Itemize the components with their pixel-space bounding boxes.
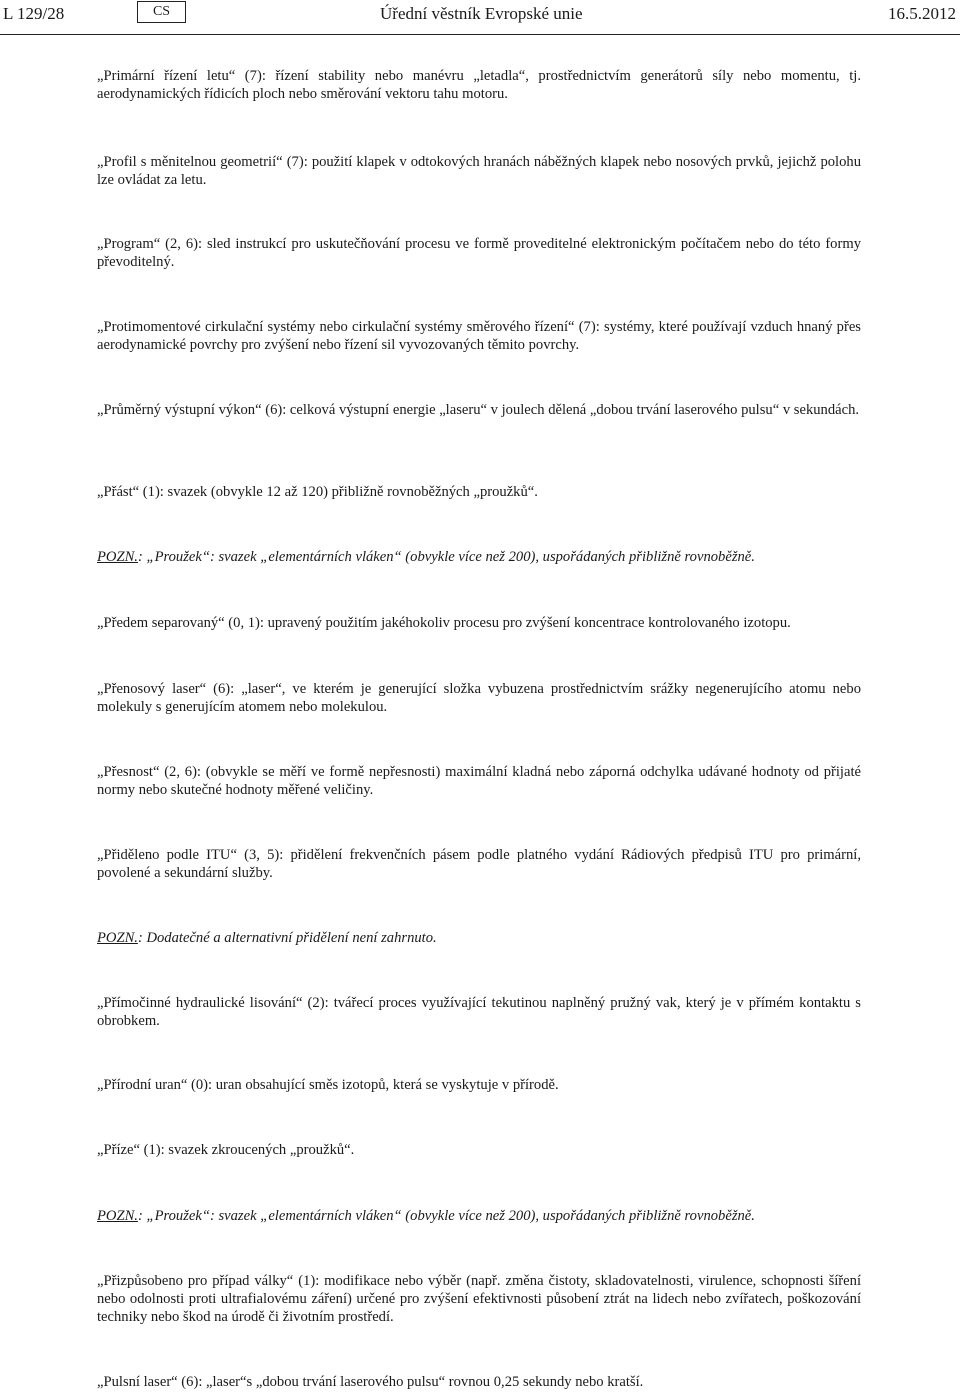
definition-entry: „Přírodní uran“ (0): uran obsahující směs izotopů, která se vyskytuje v přírodě. — [97, 1077, 559, 1093]
note-entry: POZN.: „Proužek“: svazek „elementárních vláken“ (obvykle více než 200), uspořádaných přibližně rovnoběžně. — [97, 1208, 755, 1224]
note-entry: POZN.: „Proužek“: svazek „elementárních vláken“ (obvykle více než 200), uspořádaných přibližně rovnoběžně. — [97, 549, 755, 565]
page-header — [0, 0, 960, 36]
definition-entry: „Přiděleno podle ITU“ (3, 5): přidělení frekvenčních pásem podle platného vydání Rádiových předpisů ITU pro primární, povolené a sekundární služby. — [97, 847, 861, 881]
definition-entry: „Primární řízení letu“ (7): řízení stability nebo manévru „letadla“, prostřednictvím generátorů síly nebo momentu, tj. aerodynamických řídicích ploch nebo směrování vektoru tahu motoru. — [97, 68, 861, 102]
note-label: POZN. — [97, 930, 138, 946]
note-label: POZN. — [97, 549, 138, 565]
language-badge: CS — [137, 1, 186, 23]
definition-entry: „Přást“ (1): svazek (obvykle 12 až 120) přibližně rovnoběžných „proužků“. — [97, 484, 538, 500]
publication-date: 16.5.2012 — [888, 4, 956, 23]
page-reference: L 129/28 — [3, 4, 65, 23]
definition-entry: „Přenosový laser“ (6): „laser“, ve kterém je generující složka vybuzena prostřednictvím srážky negenerujícího atomu nebo molekuly s generujícím atomem nebo molekulou. — [97, 681, 861, 715]
definition-entry: „Pulsní laser“ (6): „laser“s „dobou trvání laserového pulsu“ rovnou 0,25 sekundy nebo kratší. — [97, 1374, 644, 1390]
note-label: POZN. — [97, 1208, 138, 1224]
header-divider — [0, 34, 960, 35]
definition-entry: „Přímočinné hydraulické lisování“ (2): tvářecí proces využívající tekutinou naplněný pružný vak, který je v přímém kontaktu s obrobkem. — [97, 995, 861, 1029]
definition-entry: „Příze“ (1): svazek zkroucených „proužků“. — [97, 1142, 355, 1158]
definition-entry: „Průměrný výstupní výkon“ (6): celková výstupní energie „laseru“ v joulech dělená „dobou trvání laserového pulsu“ v sekundách. — [97, 402, 860, 418]
note-entry: POZN.: Dodatečné a alternativní přidělení není zahrnuto. — [97, 930, 437, 946]
journal-title: Úřední věstník Evropské unie — [380, 4, 583, 23]
definition-entry: „Přizpůsobeno pro případ války“ (1): modifikace nebo výběr (např. změna čistoty, skladovatelnosti, virulence, schopnosti šíření nebo odolnosti proti ultrafialovému záření) určené pro zvýšení efektivnosti působení ztrát na lidech nebo zvířatech, poškozování techniky nebo škod na úrodě či životním prostředí. — [97, 1273, 861, 1325]
definition-entry: „Předem separovaný“ (0, 1): upravený použitím jakéhokoliv procesu pro zvýšení koncentrace kontrolovaného izotopu. — [97, 615, 791, 631]
definition-entry: „Přesnost“ (2, 6): (obvykle se měří ve formě nepřesnosti) maximální kladná nebo záporná odchylka udávané hodnoty od přijaté normy nebo skutečné hodnoty měřené veličiny. — [97, 764, 861, 798]
definition-entry: „Profil s měnitelnou geometrií“ (7): použití klapek v odtokových hranách náběžných klapek nebo nosových prvků, jejichž polohu lze ovládat za letu. — [97, 154, 861, 188]
definition-entry: „Program“ (2, 6): sled instrukcí pro uskutečňování procesu ve formě proveditelné elektronickým počítačem nebo do této formy převoditelný. — [97, 236, 861, 270]
definition-entry: „Protimomentové cirkulační systémy nebo cirkulační systémy směrového řízení“ (7): systémy, které používají vzduch hnaný přes aerodynamické povrchy pro zvýšení nebo řízení sil vyvozovaných těmito povrchy. — [97, 319, 861, 353]
